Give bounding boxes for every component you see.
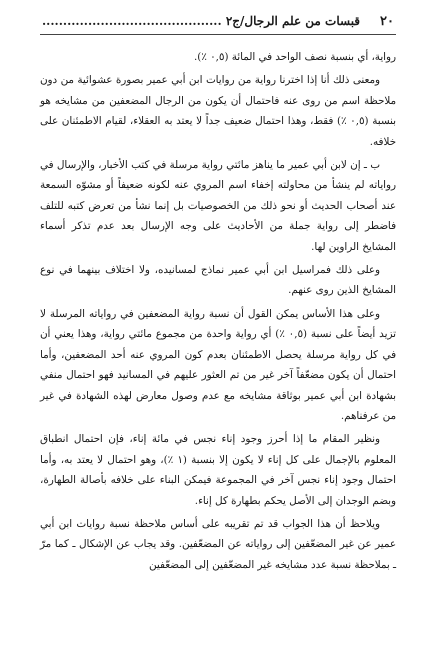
page-header — [40, 14, 396, 35]
page-body — [40, 47, 396, 575]
paragraph: ومعنى ذلك أنا إذا اخترنا رواية من روايات ابن أبي عمير بصورة عشوائية من دون ملاحظة اسم من روى عنه فاحتمال أن يكون من الرجال المضعفين من مشايخه هو بنسبة (٠,٥ ٪) فقط، وهذا احتمال ضعيف جداً لا يعتد به العقلاء، لقيام الاطمئنان على خلافه. — [40, 74, 396, 148]
paragraph: ب ـ إن لابن أبي عمير ما يناهز مائتي رواية مرسلة في كتب الأخبار، والإرسال في رواياته لم ينشأ من محاولته إخفاء اسم المروي عنه لكونه ضعيفاً أو مشوّه السمعة عند أصحاب الحديث أو نحو ذلك من الخصوصيات بل إنما نشأ من تعرض كتبه للتلف فاضطر إلى رواية جملة من الأحاديث على وجه الإرسال بعد عدم تذكر أسماء المشايخ الراوين لها. — [40, 159, 396, 253]
paragraph: رواية، أي بنسبة نصف الواحد في المائة (٠,٥ ٪). — [194, 51, 396, 63]
page-number: ٢٠ — [380, 14, 394, 29]
paragraph: وعلى ذلك فمراسيل ابن أبي عمير نماذج لمسانيده، ولا اختلاف بينهما في نوع المشايخ الذين روى عنهم. — [40, 264, 396, 297]
paragraph: ويلاحظ أن هذا الجواب قد تم تقريبه على أساس ملاحظة نسبة روايات ابن أبي عمير عن غير المضعّفين إلى رواياته عن المضعّفين. وقد يجاب عن الإشكال ـ كما مرّ ـ بملاحظة نسبة عدد مشايخه غير المضعّفين إلى المضعّفين — [40, 517, 396, 571]
paragraph: وعلى هذا الأساس يمكن القول أن نسبة رواية المضعفين في رواياته المرسلة لا تزيد أيضاً على نسبة (٠,٥ ٪) أي رواية واحدة من مجموع مائتي رواية، وهذا يعني أن في كل رواية مرسلة يحصل الاطمئنان بعدم كون المروي عنه أحد المضعفين، وأما احتمال أن يكون مضعّفاً آخر غير من تم العثور عليهم في المسانيد فهو احتمال منفي بشهادة ابن أبي عمير بوثاقة مشايخه مع عدم وصول معارض لهذه الشهادة في غير من عرفناهم. — [40, 307, 396, 422]
paragraph: ونظير المقام ما إذا أحرز وجود إناء نجس في مائة إناء، فإن احتمال انطباق المعلوم بالإجمال على كل إناء لا يكون إلا بنسبة (١ ٪)، وهو احتمال لا يعتد به، وأما احتمال وجود إناء نجس آخر في المجموعة فيمكن البناء على خلافه بأصالة الطهارة، وبضم الوجدان إلى الأصل يحكم بطهارة كل إناء. — [40, 433, 396, 507]
running-title: قبسات من علم الرجال/ج٢ ........................................... — [42, 14, 361, 28]
